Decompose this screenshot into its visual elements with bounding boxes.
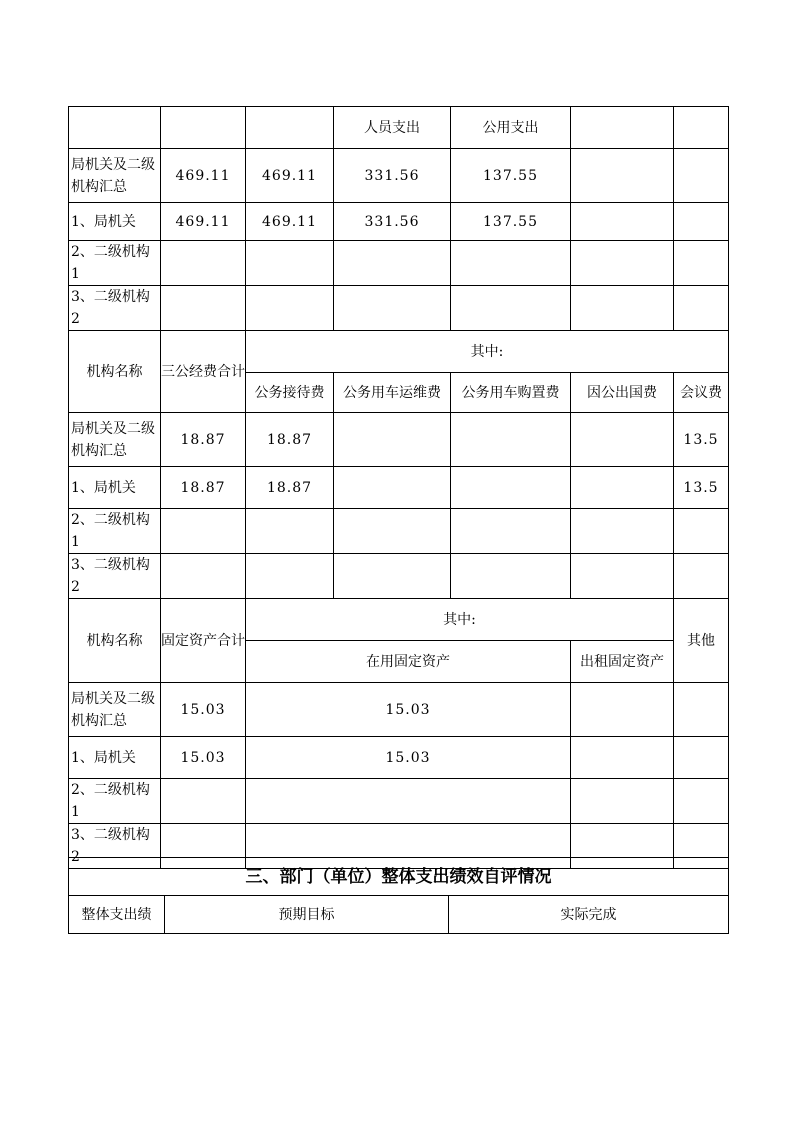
budget-value: 469.11 (161, 203, 246, 241)
sangong-value (334, 509, 451, 554)
budget-value (674, 286, 729, 331)
assets-value (571, 737, 674, 779)
sangong-value (674, 509, 729, 554)
sangong-value (161, 554, 246, 599)
budget-header-cell (571, 107, 674, 149)
budget-value (674, 241, 729, 286)
budget-value (571, 203, 674, 241)
assets-value (571, 779, 674, 824)
budget-value (571, 241, 674, 286)
sangong-value (451, 467, 571, 509)
budget-value (674, 203, 729, 241)
sangong-row (69, 467, 729, 509)
budget-header-personnel: 人员支出 (334, 107, 451, 149)
col-meeting: 会议费 (674, 373, 729, 413)
org-name: 2、二级机构 1 (69, 779, 161, 824)
assets-value (571, 683, 674, 737)
org-name: 3、二级机构 2 (69, 554, 161, 599)
budget-header-cell (246, 107, 334, 149)
budget-row (69, 149, 729, 203)
performance-header-row (69, 896, 729, 934)
col-vehicle-purchase: 公务用车购置费 (451, 373, 571, 413)
assets-header-row (69, 599, 729, 641)
budget-header-cell (69, 107, 161, 149)
performance-table (68, 857, 729, 934)
budget-value (674, 149, 729, 203)
assets-value: 15.03 (161, 683, 246, 737)
sangong-value (451, 413, 571, 467)
sangong-value: 18.87 (161, 413, 246, 467)
budget-row (69, 241, 729, 286)
sangong-value (334, 413, 451, 467)
sangong-value (246, 554, 334, 599)
sangong-value (571, 554, 674, 599)
budget-value: 331.56 (334, 203, 451, 241)
assets-row (69, 737, 729, 779)
col-overall-performance: 整体支出绩 (69, 896, 165, 934)
budget-header-cell (674, 107, 729, 149)
org-name: 1、局机关 (69, 737, 161, 779)
col-assets-total: 固定资产合计 (161, 599, 246, 683)
sangong-value: 13.5 (674, 413, 729, 467)
budget-row (69, 286, 729, 331)
budget-header-cell (161, 107, 246, 149)
org-name: 1、局机关 (69, 467, 161, 509)
col-rented-assets: 出租固定资产 (571, 641, 674, 683)
budget-value (334, 241, 451, 286)
budget-value: 331.56 (334, 149, 451, 203)
org-name: 2、二级机构 1 (69, 241, 161, 286)
col-among: 其中: (246, 331, 729, 373)
sangong-value (334, 467, 451, 509)
col-vehicle-maintenance: 公务用车运维费 (334, 373, 451, 413)
sangong-value (451, 554, 571, 599)
sangong-value (571, 509, 674, 554)
sangong-value (674, 554, 729, 599)
assets-value (161, 779, 246, 824)
sangong-value: 18.87 (246, 467, 334, 509)
assets-value: 15.03 (246, 737, 571, 779)
assets-value (246, 779, 571, 824)
org-name: 局机关及二级机构汇总 (69, 683, 161, 737)
sangong-value: 18.87 (246, 413, 334, 467)
col-org-name: 机构名称 (69, 331, 161, 413)
section-title: 三、部门（单位）整体支出绩效自评情况 (69, 858, 729, 896)
sangong-header-row (69, 331, 729, 373)
budget-value: 469.11 (161, 149, 246, 203)
org-name: 2、二级机构 1 (69, 509, 161, 554)
sangong-value (451, 509, 571, 554)
budget-value: 469.11 (246, 149, 334, 203)
budget-value (571, 149, 674, 203)
assets-value: 15.03 (246, 683, 571, 737)
budget-header-row (69, 107, 729, 149)
assets-value (674, 737, 729, 779)
sangong-row (69, 554, 729, 599)
org-name: 局机关及二级机构汇总 (69, 413, 161, 467)
sangong-value: 13.5 (674, 467, 729, 509)
org-name: 局机关及二级机构汇总 (69, 149, 161, 203)
budget-value (161, 241, 246, 286)
col-among: 其中: (246, 599, 674, 641)
org-name: 3、二级机构 2 (69, 286, 161, 331)
budget-value: 469.11 (246, 203, 334, 241)
col-reception: 公务接待费 (246, 373, 334, 413)
sangong-row (69, 413, 729, 467)
assets-row (69, 683, 729, 737)
sangong-value (571, 467, 674, 509)
col-overseas: 因公出国费 (571, 373, 674, 413)
col-actual-completion: 实际完成 (449, 896, 729, 934)
budget-value: 137.55 (451, 149, 571, 203)
budget-value: 137.55 (451, 203, 571, 241)
budget-value (451, 241, 571, 286)
sangong-value (161, 509, 246, 554)
col-org-name: 机构名称 (69, 599, 161, 683)
budget-value (246, 241, 334, 286)
sangong-value (246, 509, 334, 554)
col-other: 其他 (674, 599, 729, 683)
assets-value: 15.03 (161, 737, 246, 779)
budget-value (246, 286, 334, 331)
assets-value (674, 779, 729, 824)
org-name: 1、局机关 (69, 203, 161, 241)
col-expected-goal: 预期目标 (165, 896, 449, 934)
budget-header-public: 公用支出 (451, 107, 571, 149)
report-table (68, 106, 729, 869)
org-name: 3、二级机构 2 (69, 824, 161, 869)
section-title-row (69, 858, 729, 896)
assets-row (69, 779, 729, 824)
col-in-use-assets: 在用固定资产 (246, 641, 571, 683)
budget-value (571, 286, 674, 331)
sangong-value: 18.87 (161, 467, 246, 509)
budget-value (161, 286, 246, 331)
budget-row (69, 203, 729, 241)
assets-value (674, 683, 729, 737)
budget-value (451, 286, 571, 331)
sangong-value (571, 413, 674, 467)
sangong-value (334, 554, 451, 599)
col-sangong-total: 三公经费合计 (161, 331, 246, 413)
sangong-row (69, 509, 729, 554)
budget-value (334, 286, 451, 331)
